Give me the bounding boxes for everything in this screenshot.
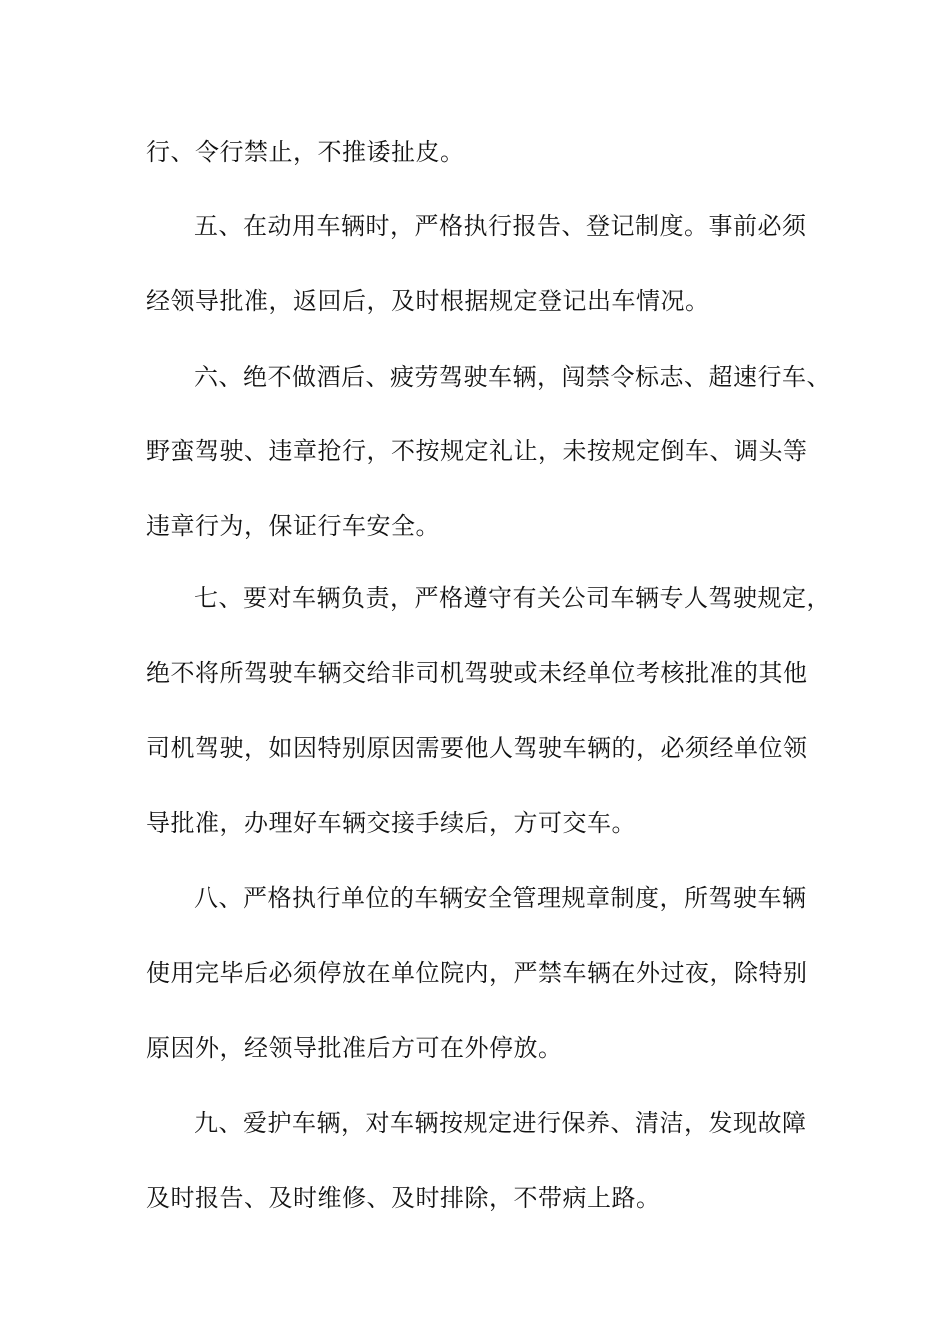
text-line: 野蛮驾驶、违章抢行，不按规定礼让，未按规定倒车、调头等 <box>146 437 808 465</box>
text-line: 及时报告、及时维修、及时排除，不带病上路。 <box>146 1184 661 1212</box>
text-line: 经领导批准，返回后，及时根据规定登记出车情况。 <box>146 287 710 315</box>
text-line: 原因外，经领导批准后方可在外停放。 <box>146 1034 563 1062</box>
text-line: 七、要对车辆负责，严格遵守有关公司车辆专人驾驶规定， <box>194 584 831 612</box>
text-line: 行、令行禁止，不推诿扯皮。 <box>146 138 465 166</box>
text-line: 使用完毕后必须停放在单位院内，严禁车辆在外过夜，除特别 <box>146 959 808 987</box>
text-line: 九、爱护车辆，对车辆按规定进行保养、清洁，发现故障 <box>194 1109 807 1137</box>
text-line: 八、严格执行单位的车辆安全管理规章制度，所驾驶车辆 <box>194 884 807 912</box>
text-line: 绝不将所驾驶车辆交给非司机驾驶或未经单位考核批准的其他 <box>146 659 808 687</box>
text-line: 六、绝不做酒后、疲劳驾驶车辆，闯禁令标志、超速行车、 <box>194 363 831 391</box>
text-line: 五、在动用车辆时，严格执行报告、登记制度。事前必须 <box>194 212 807 240</box>
text-line: 导批准，办理好车辆交接手续后，方可交车。 <box>146 809 636 837</box>
text-line: 违章行为，保证行车安全。 <box>146 512 440 540</box>
text-line: 司机驾驶，如因特别原因需要他人驾驶车辆的，必须经单位领 <box>146 734 808 762</box>
